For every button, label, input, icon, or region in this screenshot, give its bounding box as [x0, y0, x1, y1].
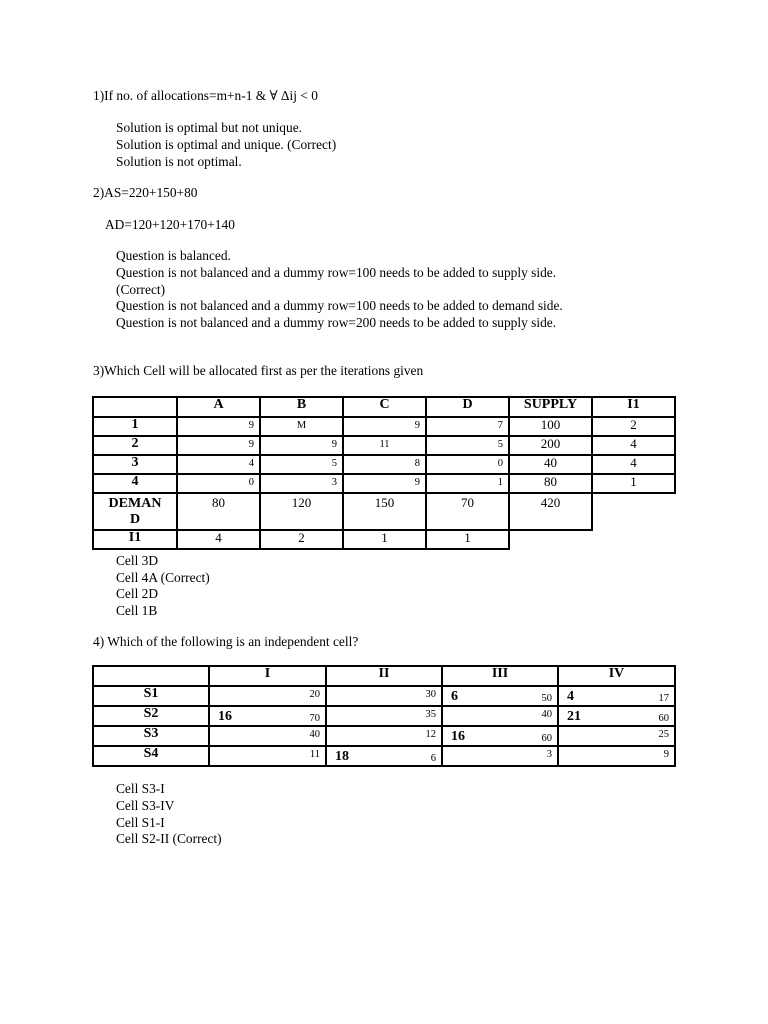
q3-supply: 200 [509, 436, 592, 455]
q4-cell [326, 746, 442, 766]
q2-ad-line: AD=120+120+170+140 [105, 217, 235, 232]
q3-cell [260, 474, 343, 493]
q4-row-s2 [93, 706, 675, 726]
q4-row-s1 [93, 686, 675, 706]
q3-i1-row [93, 530, 675, 549]
q3-cost: 9 [414, 420, 420, 431]
q3-option: Cell 1B [116, 603, 158, 618]
q3-cost: 5 [497, 439, 503, 450]
q3-option: Cell 4A (Correct) [116, 570, 210, 585]
q3-header-i1: I1 [592, 397, 675, 417]
q3-cost: 0 [248, 477, 254, 488]
q4-cost: 12 [425, 729, 436, 740]
q3-demand-label-1: DEMAN [108, 495, 162, 511]
q3-empty-cell [509, 530, 592, 549]
q4-cell [326, 706, 442, 726]
q3-cell [177, 455, 260, 474]
q4-cell [558, 686, 675, 706]
q3-cell [343, 455, 426, 474]
q3-cost: 11 [379, 439, 390, 450]
q4-cost: 11 [309, 749, 320, 760]
q4-allocation-table [92, 665, 676, 767]
q3-row-label: 1 [93, 417, 177, 436]
q3-row-1 [93, 417, 675, 436]
q4-cost: 6 [430, 753, 436, 764]
q4-cell [442, 686, 558, 706]
q3-cell [260, 417, 343, 436]
q4-cell [558, 726, 675, 746]
q2-as-line: 2)AS=220+150+80 [93, 185, 198, 200]
q4-cell [442, 726, 558, 746]
q3-demand: 70 [426, 493, 509, 530]
q3-cost: 1 [497, 477, 503, 488]
q4-question: 4) Which of the following is an independent cell? [93, 634, 359, 649]
q2-option: Question is not balanced and a dummy row=200 needs to be added to supply side. [116, 315, 557, 330]
q3-i1: 2 [592, 417, 675, 436]
q1-option: Solution is not optimal. [116, 154, 242, 169]
q4-cell [209, 706, 326, 726]
q4-cost: 35 [425, 709, 436, 720]
q3-demand: 120 [260, 493, 343, 530]
q4-allocation: 18 [335, 749, 349, 764]
q4-cell [558, 746, 675, 766]
q3-i1: 4 [592, 455, 675, 474]
q3-demand-total: 420 [509, 493, 592, 530]
q4-allocation: 6 [451, 689, 458, 704]
q3-i1: 1 [592, 474, 675, 493]
q3-cell [426, 474, 509, 493]
q4-cost: 17 [658, 693, 669, 704]
q4-cost: 60 [541, 733, 552, 744]
q4-cost: 40 [309, 729, 320, 740]
q3-supply: 80 [509, 474, 592, 493]
q4-cost: 3 [546, 749, 552, 760]
q4-cost: 30 [425, 689, 436, 700]
q4-header-ii: II [326, 666, 442, 686]
q1-option: Solution is optimal and unique. (Correct) [116, 137, 337, 152]
q4-cost: 40 [541, 709, 552, 720]
q4-cell [442, 746, 558, 766]
q4-cost: 25 [658, 729, 669, 740]
q4-cost: 50 [541, 693, 552, 704]
q4-header-i: I [209, 666, 326, 686]
q3-cost: 4 [248, 458, 254, 469]
q4-allocation: 21 [567, 709, 581, 724]
q4-allocation: 16 [451, 729, 465, 744]
q3-row-label: 2 [93, 436, 177, 455]
q4-row-label: S4 [93, 746, 209, 766]
q3-header-d: D [426, 397, 509, 417]
q2-option: Question is balanced. [116, 248, 231, 263]
q3-cell [343, 436, 426, 455]
q4-header-row [93, 666, 675, 686]
q3-cell [177, 436, 260, 455]
q4-option: Cell S3-I [116, 781, 165, 796]
q4-cost: 70 [309, 713, 320, 724]
q4-row-s4 [93, 746, 675, 766]
q3-cell [426, 417, 509, 436]
q3-cell [260, 436, 343, 455]
q3-cell [177, 474, 260, 493]
q4-option: Cell S2-II (Correct) [116, 831, 222, 846]
q3-header-a: A [177, 397, 260, 417]
q4-cost: 60 [658, 713, 669, 724]
q3-cell [426, 436, 509, 455]
q3-cell [343, 417, 426, 436]
q3-cost: 3 [331, 477, 337, 488]
q3-row-label: 4 [93, 474, 177, 493]
q2-option: Question is not balanced and a dummy row=100 needs to be added to demand side. [116, 298, 563, 313]
q4-cell [209, 686, 326, 706]
q3-cost: 9 [414, 477, 420, 488]
q4-cell [209, 746, 326, 766]
q4-option: Cell S1-I [116, 815, 165, 830]
q4-row-s3 [93, 726, 675, 746]
q4-cell [558, 706, 675, 726]
q4-allocation: 16 [218, 709, 232, 724]
q4-header-iv: IV [558, 666, 675, 686]
q3-cell [343, 474, 426, 493]
q4-cost: 20 [309, 689, 320, 700]
q3-cost: 8 [414, 458, 420, 469]
q4-cell [209, 726, 326, 746]
q3-question: 3)Which Cell will be allocated first as per the iterations given [93, 363, 424, 378]
q4-row-label: S1 [93, 686, 209, 706]
q3-empty-cell [592, 493, 675, 530]
q3-demand-label [93, 493, 177, 530]
q3-supply: 40 [509, 455, 592, 474]
q2-option: Question is not balanced and a dummy row=100 needs to be added to supply side. [116, 265, 557, 280]
q3-row-4 [93, 474, 675, 493]
q3-cell [426, 455, 509, 474]
q3-cost: M [296, 420, 307, 431]
q3-option: Cell 3D [116, 553, 159, 568]
q3-demand: 150 [343, 493, 426, 530]
q3-empty-cell [592, 530, 675, 549]
q3-cost: 9 [331, 439, 337, 450]
q4-cell [442, 706, 558, 726]
q3-option: Cell 2D [116, 586, 159, 601]
q4-cell [326, 686, 442, 706]
q3-row-3 [93, 455, 675, 474]
q4-cell [326, 726, 442, 746]
q1-option: Solution is optimal but not unique. [116, 120, 302, 135]
q1-question: 1)If no. of allocations=m+n-1 & ∀ Δij < 0 [93, 88, 318, 103]
q3-i1-value: 1 [426, 530, 509, 549]
q2-option: (Correct) [116, 282, 166, 297]
q4-allocation: 4 [567, 689, 574, 704]
q3-i1-label: I1 [93, 530, 177, 549]
q4-header-iii: III [442, 666, 558, 686]
q3-cost: 0 [497, 458, 503, 469]
q3-i1: 4 [592, 436, 675, 455]
q3-demand: 80 [177, 493, 260, 530]
q4-cost: 9 [663, 749, 669, 760]
q3-header-row [93, 397, 675, 417]
q3-header-supply: SUPPLY [509, 397, 592, 417]
q3-cell [260, 455, 343, 474]
q3-cost-table [92, 396, 676, 550]
q3-cell [177, 417, 260, 436]
q3-i1-value: 4 [177, 530, 260, 549]
q3-header-c: C [343, 397, 426, 417]
q3-demand-row [93, 493, 675, 530]
q4-row-label: S3 [93, 726, 209, 746]
q3-i1-value: 2 [260, 530, 343, 549]
q3-cost: 9 [248, 420, 254, 431]
q3-demand-label-2: D [129, 511, 141, 527]
q3-cost: 7 [497, 420, 503, 431]
q3-header-b: B [260, 397, 343, 417]
q4-option: Cell S3-IV [116, 798, 175, 813]
q3-cost: 5 [331, 458, 337, 469]
q3-header-corner [93, 397, 177, 417]
q3-row-label: 3 [93, 455, 177, 474]
q4-row-label: S2 [93, 706, 209, 726]
q3-row-2 [93, 436, 675, 455]
q3-supply: 100 [509, 417, 592, 436]
q3-cost: 9 [248, 439, 254, 450]
q4-header-corner [93, 666, 209, 686]
q3-i1-value: 1 [343, 530, 426, 549]
